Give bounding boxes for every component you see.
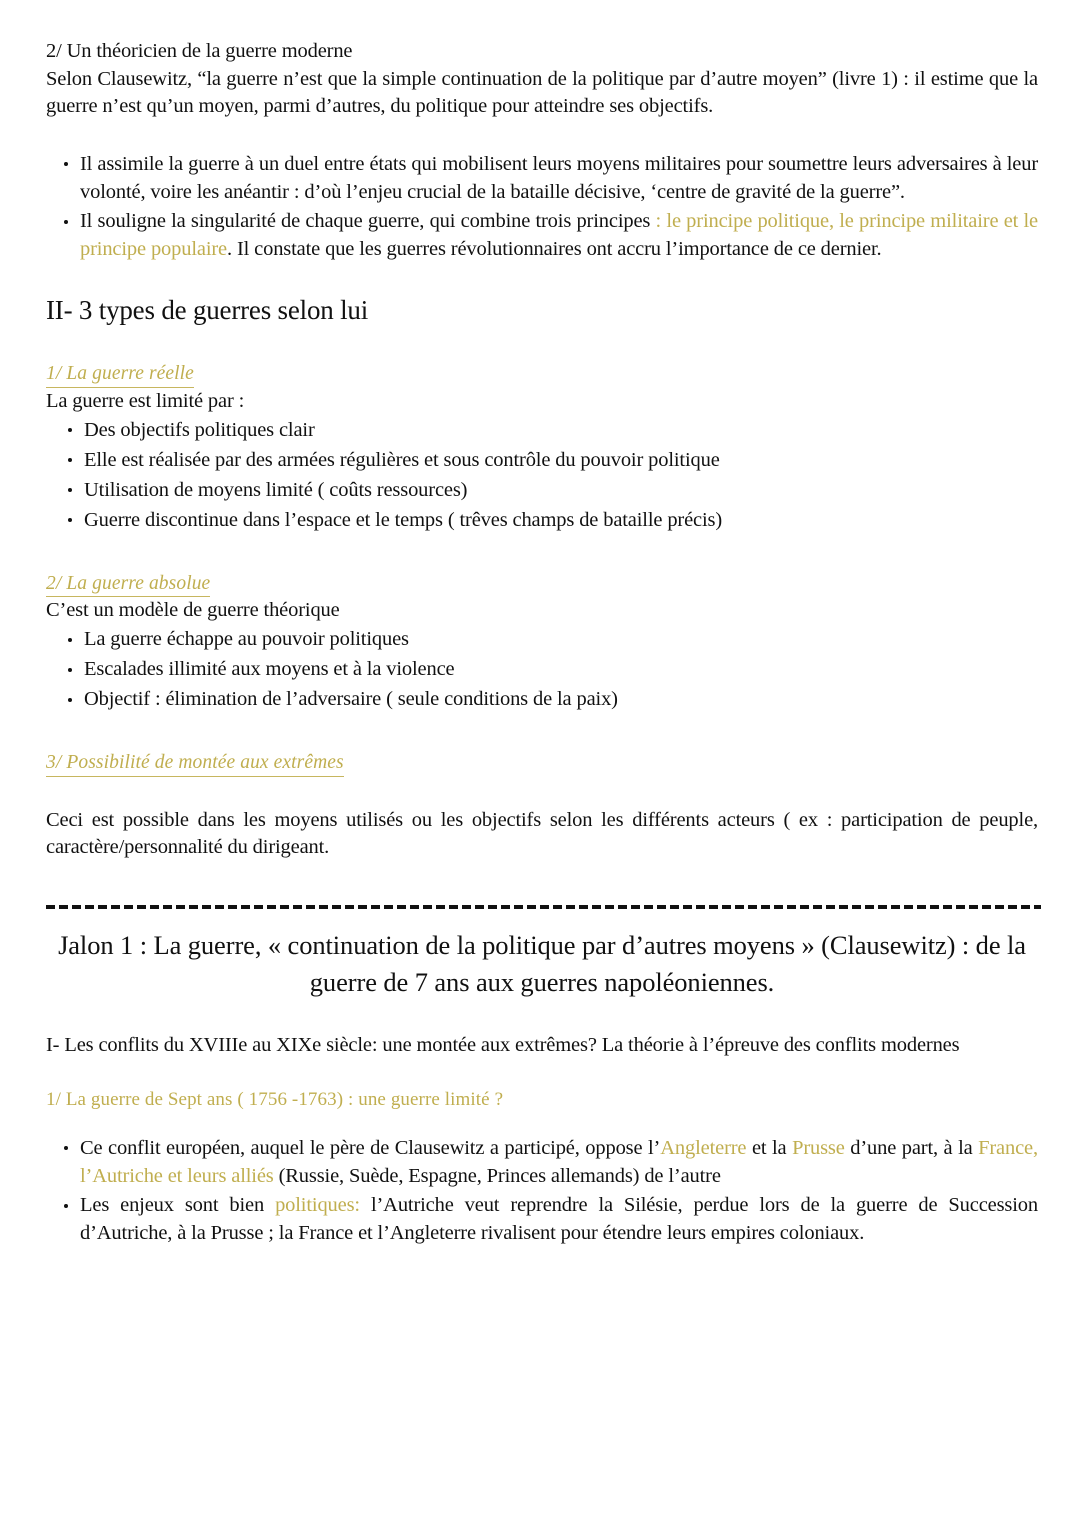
bullet-highlight-france-autriche: France, l’Autriche et leurs alliés xyxy=(80,1136,1038,1187)
spacer xyxy=(46,1059,1038,1089)
bullet-segment-4: (Russie, Suède, Espagne, Princes allemands) de l’autre xyxy=(273,1164,721,1187)
guerre-reelle-list xyxy=(50,416,1038,534)
subsection-lead-guerre-absolue: C’est un modèle de guerre théorique xyxy=(46,599,340,622)
spacer xyxy=(46,264,1038,294)
subsection-lead-guerre-reelle: La guerre est limité par : xyxy=(46,389,245,412)
jalon-part-I-heading: I- Les conflits du XVIIIe au XIXe siècle: une montée aux extrêmes? La théorie à l’épreuve des conflits modernes xyxy=(46,1033,960,1056)
list-item xyxy=(50,625,1038,653)
list-item-label: La guerre échappe au pouvoir politiques xyxy=(84,627,409,650)
spacer xyxy=(46,536,1038,572)
spacer xyxy=(46,326,1038,362)
subsection-montee-aux-extremes xyxy=(46,751,1038,860)
bullet-segment-1: Les enjeux sont bien xyxy=(80,1193,276,1216)
spacer xyxy=(46,1112,1038,1134)
section-types-de-guerres xyxy=(46,294,1038,861)
list-item xyxy=(50,506,1038,534)
spacer xyxy=(46,120,1038,150)
list-item-label: Escalades illimité aux moyens et à la violence xyxy=(84,657,455,680)
list-item xyxy=(46,1134,1038,1190)
spacer xyxy=(46,861,1038,905)
list-item-label: Guerre discontinue dans l’espace et le temps ( trêves champs de bataille précis) xyxy=(84,508,723,531)
section-heading-theoricien: 2/ Un théoricien de la guerre moderne xyxy=(46,40,353,62)
bullet-segment-3: d’une part, à la xyxy=(844,1136,979,1159)
subsection-title-montee-aux-extremes: 3/ Possibilité de montée aux extrêmes xyxy=(46,751,344,776)
subsection-title-guerre-reelle: 1/ La guerre réelle xyxy=(46,362,194,387)
subsection-guerre-reelle xyxy=(46,362,1038,533)
spacer xyxy=(46,1002,1038,1032)
list-item xyxy=(50,476,1038,504)
section-intro-paragraph: Selon Clausewitz, “la guerre n’est que la simple continuation de la politique par d’autre moyen” (livre 1) : il estime que la guerre n’est qu’un moyen, parmi d’autres, du politique pour atteindre ses objectifs. xyxy=(46,67,1038,117)
bullet-segment-1: Ce conflit européen, auquel le père de Clausewitz a participé, oppose l’ xyxy=(80,1136,661,1159)
bullet-highlight-politiques: politiques: xyxy=(275,1193,360,1216)
list-item xyxy=(50,446,1038,474)
bullet-text-pre: Il souligne la singularité de chaque guerre, qui combine trois principes xyxy=(80,209,651,232)
bullet-highlight-prusse: Prusse xyxy=(792,1136,845,1159)
list-item-label: Des objectifs politiques clair xyxy=(84,418,315,441)
spacer xyxy=(46,777,1038,807)
jalon-subsection-title-guerre-sept-ans: 1/ La guerre de Sept ans ( 1756 -1763) : une guerre limité ? xyxy=(46,1088,504,1110)
list-item-label: Objectif : élimination de l’adversaire ( seule conditions de la paix) xyxy=(84,688,618,711)
list-item xyxy=(50,685,1038,713)
bullet-text-post: . Il constate que les guerres révolutionnaires ont accru l’importance de ce dernier. xyxy=(227,238,882,260)
list-item xyxy=(50,655,1038,683)
subsection-paragraph-montee-aux-extremes: Ceci est possible dans les moyens utilisés ou les objectifs selon les différents acteurs ( ex : participation de peuple, caractère/personnalité du dirigeant. xyxy=(46,808,1038,858)
list-item xyxy=(46,150,1038,206)
guerre-absolue-list xyxy=(50,625,1038,713)
list-item xyxy=(46,207,1038,263)
list-item xyxy=(46,1191,1038,1247)
section-heading-types: II- 3 types de guerres selon lui xyxy=(46,295,369,326)
spacer xyxy=(46,909,1038,927)
list-item-label: Elle est réalisée par des armées régulières et sous contrôle du pouvoir politique xyxy=(84,448,720,471)
list-item xyxy=(50,416,1038,444)
theoricien-bullet-list xyxy=(46,150,1038,263)
spacer xyxy=(46,715,1038,751)
bullet-segment-2: l’Autriche veut reprendre la Silésie, perdue lors de la guerre de Succession d’Autriche, à la Prusse ; la France et l’Angleterre rivalisent pour étendre leurs empires coloniaux. xyxy=(80,1193,1038,1244)
section-theoricien xyxy=(46,38,1038,263)
list-item-label: Utilisation de moyens limité ( coûts ressources) xyxy=(84,478,468,501)
jalon-title: Jalon 1 : La guerre, « continuation de la politique par d’autres moyens » (Clausewitz) : de la guerre de 7 ans aux guerres napoléoniennes. xyxy=(58,929,1026,998)
guerre-sept-ans-list xyxy=(46,1134,1038,1247)
subsection-title-guerre-absolue: 2/ La guerre absolue xyxy=(46,572,210,597)
bullet-text-highlight: : le principe politique, le principe militaire et le principe populaire xyxy=(80,209,1038,260)
bullet-highlight-angleterre: Angleterre xyxy=(660,1136,747,1159)
bullet-segment-2: et la xyxy=(746,1136,793,1159)
subsection-guerre-absolue xyxy=(46,572,1038,713)
bullet-text-pre: Il assimile la guerre à un duel entre états qui mobilisent leurs moyens militaires pour soumettre leurs adversaires à leur volonté, voire les anéantir : d’où l’enjeu crucial de la bataille décisive, ‘centre de gravité de la guerre”. xyxy=(80,152,1038,203)
